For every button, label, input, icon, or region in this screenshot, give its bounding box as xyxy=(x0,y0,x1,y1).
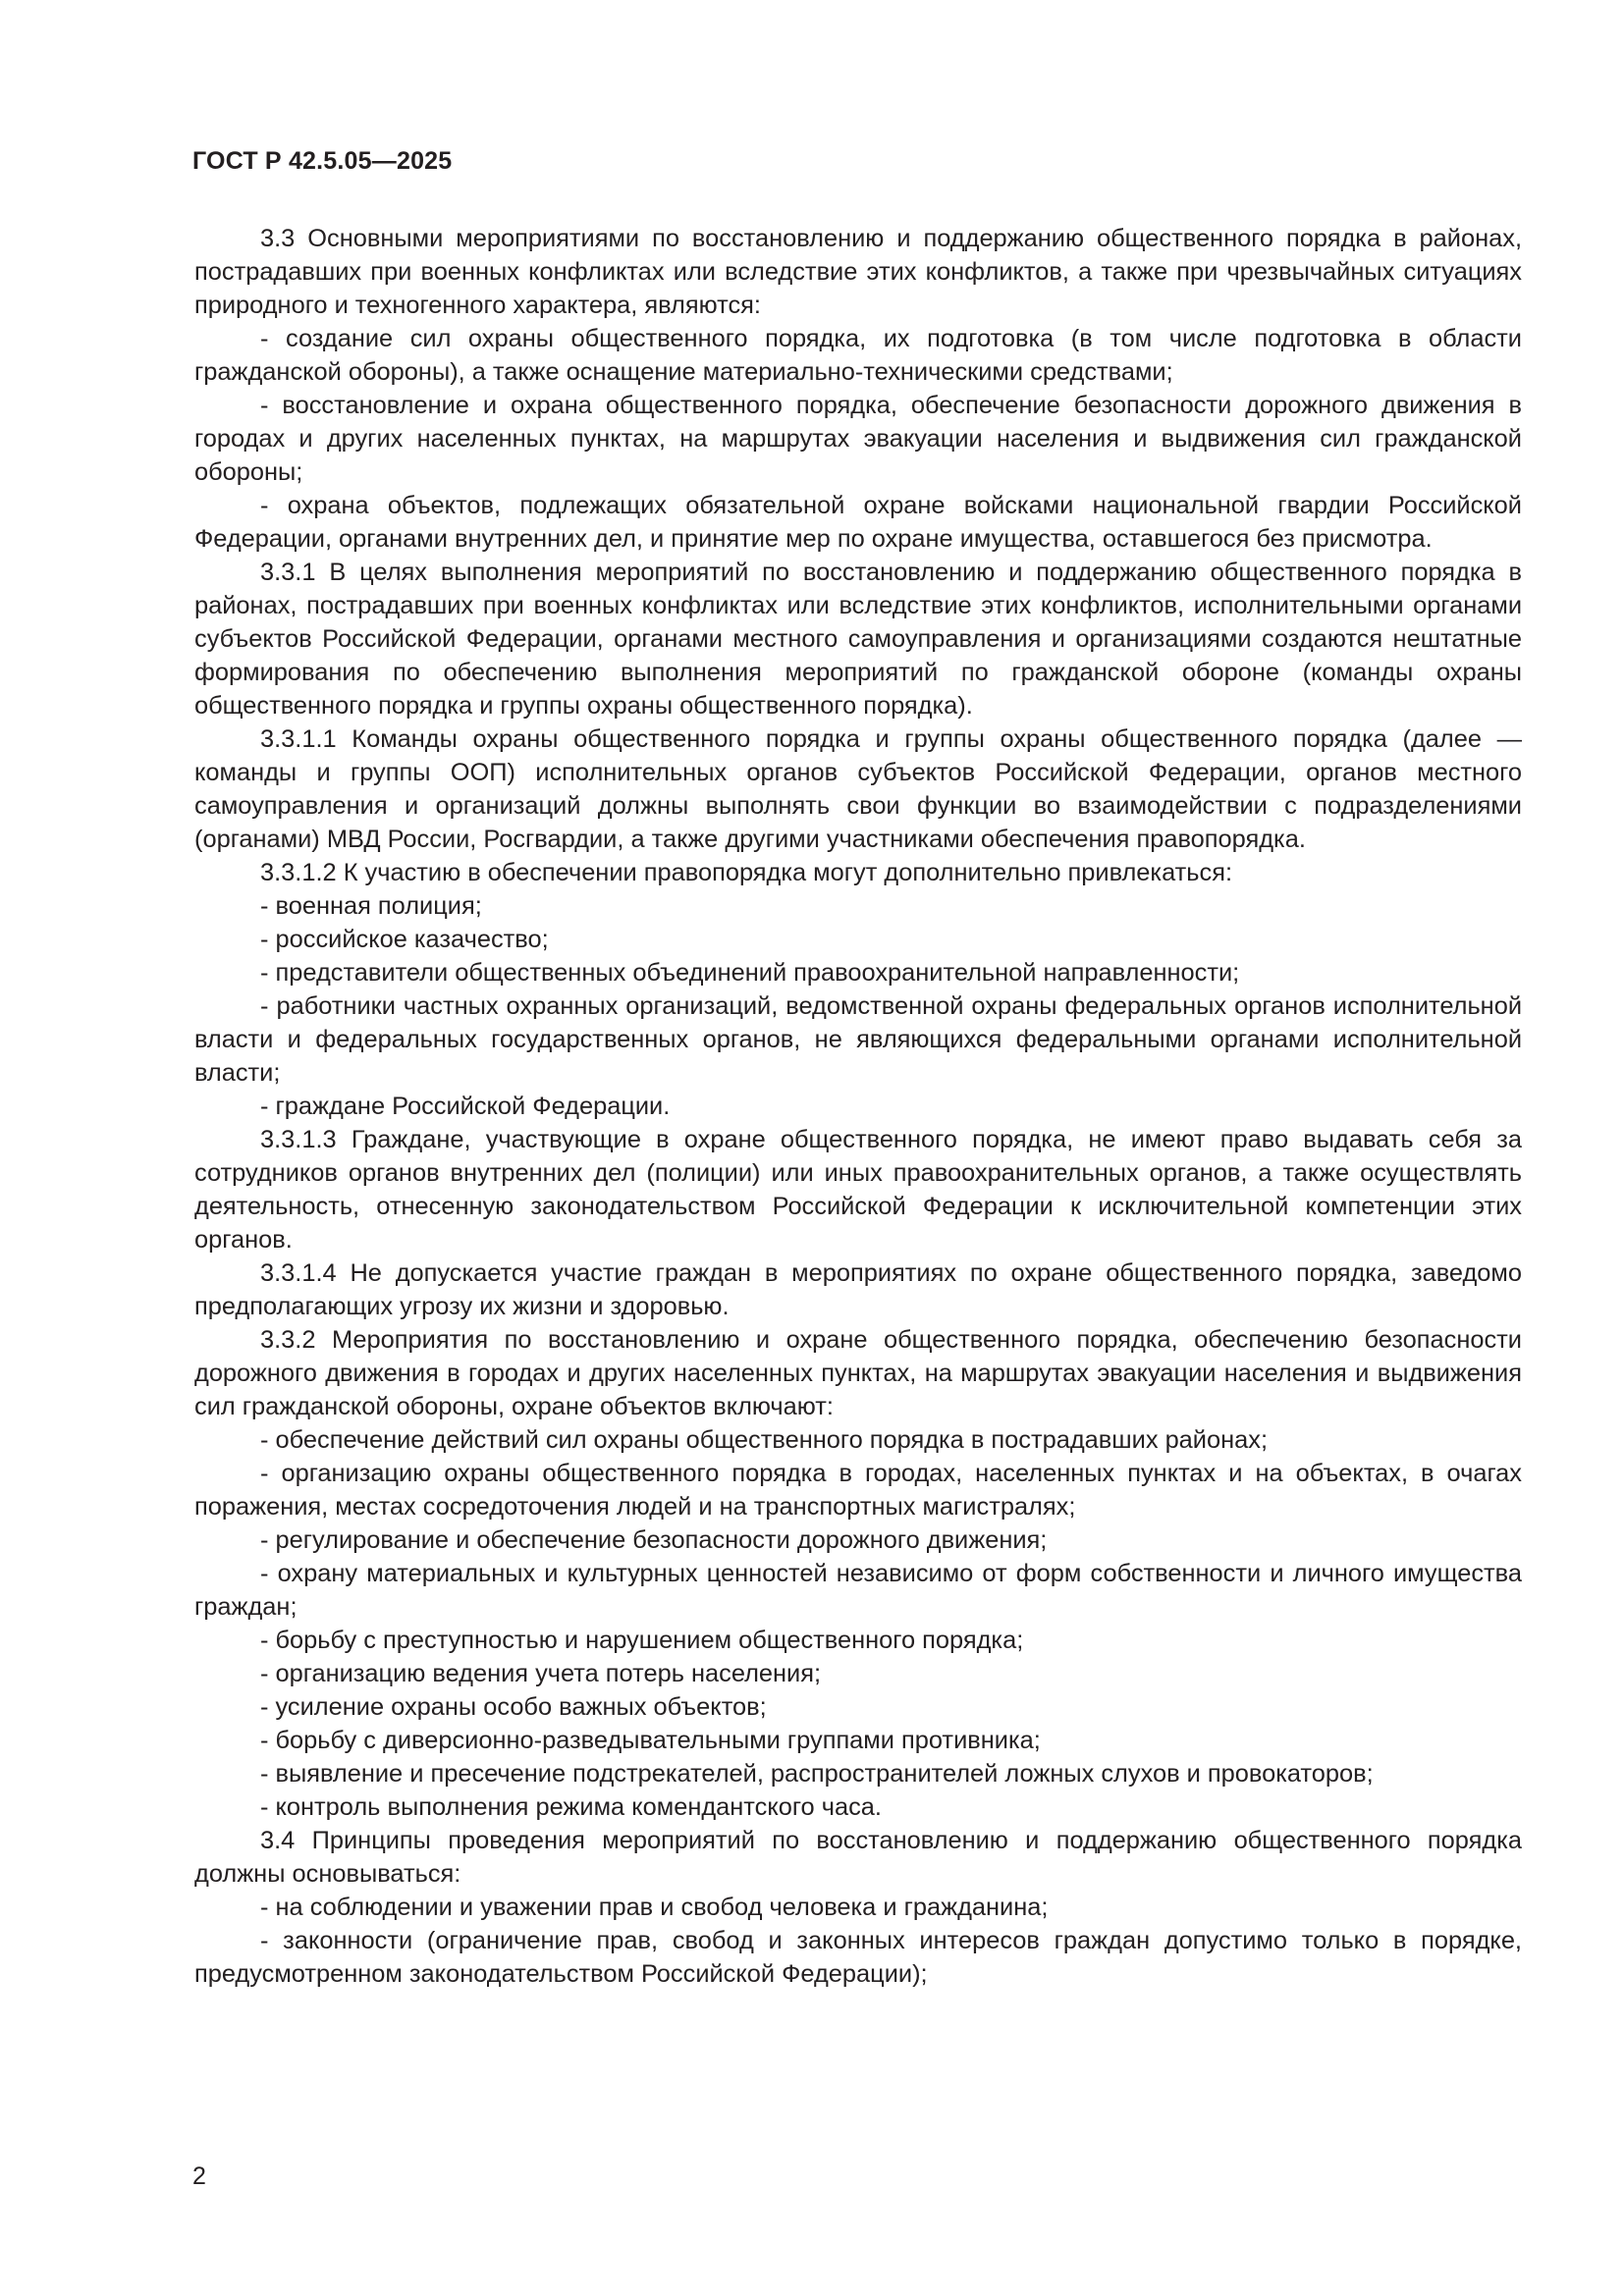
paragraph: 3.4 Принципы проведения мероприятий по восстановлению и поддержанию общественного порядка должны основываться: xyxy=(194,1827,1522,1888)
paragraph: - представители общественных объединений правоохранительной направленности; xyxy=(260,959,1240,987)
paragraph: - усиление охраны особо важных объектов; xyxy=(260,1693,767,1721)
page-number: 2 xyxy=(192,2163,206,2190)
paragraph: - военная полиция; xyxy=(260,892,482,920)
paragraph: - на соблюдении и уважении прав и свобод человека и гражданина; xyxy=(260,1894,1049,1921)
paragraph: - граждане Российской Федерации. xyxy=(260,1093,671,1120)
paragraph: - обеспечение действий сил охраны общественного порядка в пострадавших районах; xyxy=(260,1426,1269,1454)
document-body xyxy=(194,222,1522,1991)
paragraph: - создание сил охраны общественного порядка, их подготовка (в том числе подготовка в области гражданской обороны), а также оснащение материально-техническими средствами; xyxy=(194,325,1522,386)
paragraph: - законности (ограничение прав, свобод и законных интересов граждан допустимо только в порядке, предусмотренном законодательством Российской Федерации); xyxy=(194,1927,1522,1988)
paragraph: - российское казачество; xyxy=(260,926,549,953)
paragraph: - работники частных охранных организаций, ведомственной охраны федеральных органов исполнительной власти и федеральных государственных органов, не являющихся федеральными органами исполнительной власти; xyxy=(194,992,1522,1087)
paragraph: 3.3.2 Мероприятия по восстановлению и охране общественного порядка, обеспечению безопасности дорожного движения в городах и других населенных пунктах, на маршрутах эвакуации населения и выдвижения сил гражданской обороны, охране объектов включают: xyxy=(194,1326,1522,1420)
paragraph: - борьбу с диверсионно-разведывательными группами противника; xyxy=(260,1727,1041,1754)
paragraph: 3.3 Основными мероприятиями по восстановлению и поддержанию общественного порядка в районах, пострадавших при военных конфликтах или вследствие этих конфликтов, а также при чрезвычайных ситуациях природного и техногенного характера, являются: xyxy=(194,225,1522,319)
paragraph: - восстановление и охрана общественного порядка, обеспечение безопасности дорожного движения в городах и других населенных пунктах, на маршрутах эвакуации населения и выдвижения сил гражданской обороны; xyxy=(194,392,1522,486)
paragraph: - выявление и пресечение подстрекателей, распространителей ложных слухов и провокаторов; xyxy=(260,1760,1374,1788)
paragraph: 3.3.1.3 Граждане, участвующие в охране общественного порядка, не имеют право выдавать себя за сотрудников органов внутренних дел (полиции) или иных правоохранительных органов, а также осуществлять деятельность, отнесенную законодательством Российской Федерации к исключительной компетенции этих органов. xyxy=(194,1126,1522,1254)
paragraph: - организацию охраны общественного порядка в городах, населенных пунктах и на объектах, в очагах поражения, местах сосредоточения людей и на транспортных магистралях; xyxy=(194,1460,1522,1521)
paragraph: - контроль выполнения режима комендантского часа. xyxy=(260,1793,882,1821)
paragraph: 3.3.1 В целях выполнения мероприятий по восстановлению и поддержанию общественного порядка в районах, пострадавших при военных конфликтах или вследствие этих конфликтов, исполнительными органами субъектов Российской Федерации, органами местного самоуправления и организациями создаются нештатные формирования по обеспечению выполнения мероприятий по гражданской обороне (команды охраны общественного порядка и группы охраны общественного порядка). xyxy=(194,559,1522,720)
paragraph: 3.3.1.2 К участию в обеспечении правопорядка могут дополнительно привлекаться: xyxy=(260,859,1233,886)
paragraph: - охрану материальных и культурных ценностей независимо от форм собственности и личного имущества граждан; xyxy=(194,1560,1522,1621)
paragraph: - борьбу с преступностью и нарушением общественного порядка; xyxy=(260,1627,1024,1654)
paragraph: - организацию ведения учета потерь населения; xyxy=(260,1660,822,1687)
paragraph: - регулирование и обеспечение безопасности дорожного движения; xyxy=(260,1526,1048,1554)
document-header: ГОСТ Р 42.5.05—2025 xyxy=(192,147,453,175)
paragraph: - охрана объектов, подлежащих обязательной охране войсками национальной гвардии Российской Федерации, органами внутренних дел, и принятие мер по охране имущества, оставшегося без присмотра. xyxy=(194,492,1522,553)
paragraph: 3.3.1.1 Команды охраны общественного порядка и группы охраны общественного порядка (далее — команды и группы ООП) исполнительных органов субъектов Российской Федерации, органов местного самоуправления и организаций должны выполнять свои функции во взаимодействии с подразделениями (органами) МВД России, Росгвардии, а также другими участниками обеспечения правопорядка. xyxy=(194,725,1522,853)
paragraph: 3.3.1.4 Не допускается участие граждан в мероприятиях по охране общественного порядка, заведомо предполагающих угрозу их жизни и здоровью. xyxy=(194,1259,1522,1320)
